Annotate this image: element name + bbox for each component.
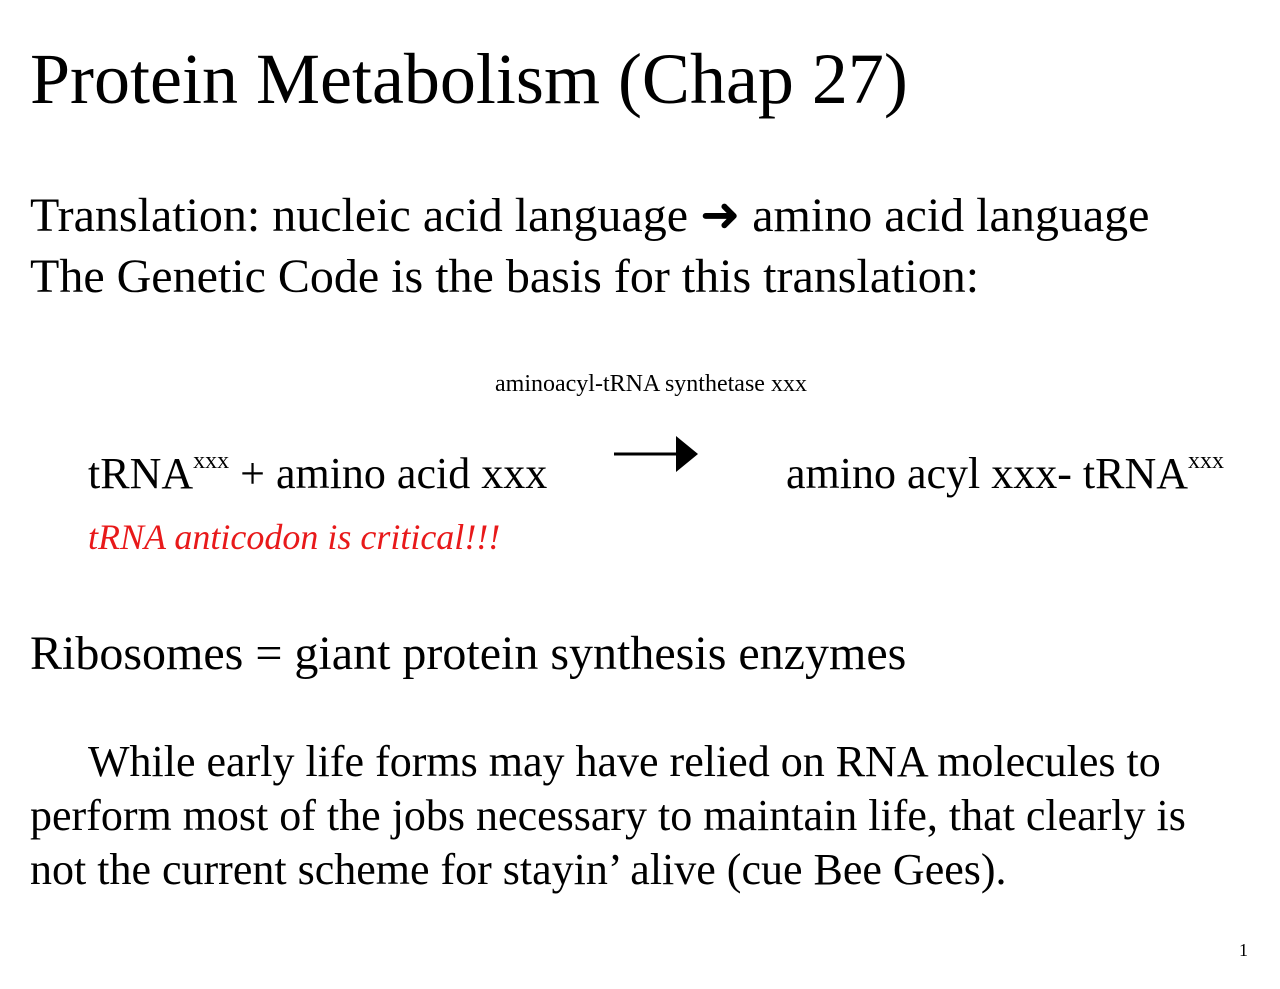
enzyme-label: aminoacyl-tRNA synthetase xxx [495,371,807,397]
paragraph-line-2: perform most of the jobs necessary to maintain life, that clearly is [30,791,1186,840]
genetic-code-line: The Genetic Code is the basis for this translation: [30,250,980,303]
page-number: 1 [1239,940,1248,960]
product-text: amino acyl xxx- tRNA [786,449,1189,498]
reaction-arrow-icon [612,432,698,476]
paragraph-line-1: While early life forms may have relied on RNA molecules to [88,737,1161,786]
translation-line: Translation: nucleic acid language ➜ amino acid language [30,189,1150,242]
anticodon-note: tRNA anticodon is critical!!! [88,517,501,557]
slide-title: Protein Metabolism (Chap 27) [30,39,908,119]
reactant-superscript: xxx [193,448,230,474]
paragraph-line-3: not the current scheme for stayin’ alive (cue Bee Gees). [30,845,1007,894]
ribosomes-line: Ribosomes = giant protein synthesis enzymes [30,627,907,680]
product-superscript: xxx [1188,448,1225,474]
reaction-reactants [88,448,547,507]
reaction-product [786,448,1224,507]
reactant-trna: tRNA [88,449,194,498]
reactant-amino-acid: + amino acid xxx [229,449,548,498]
